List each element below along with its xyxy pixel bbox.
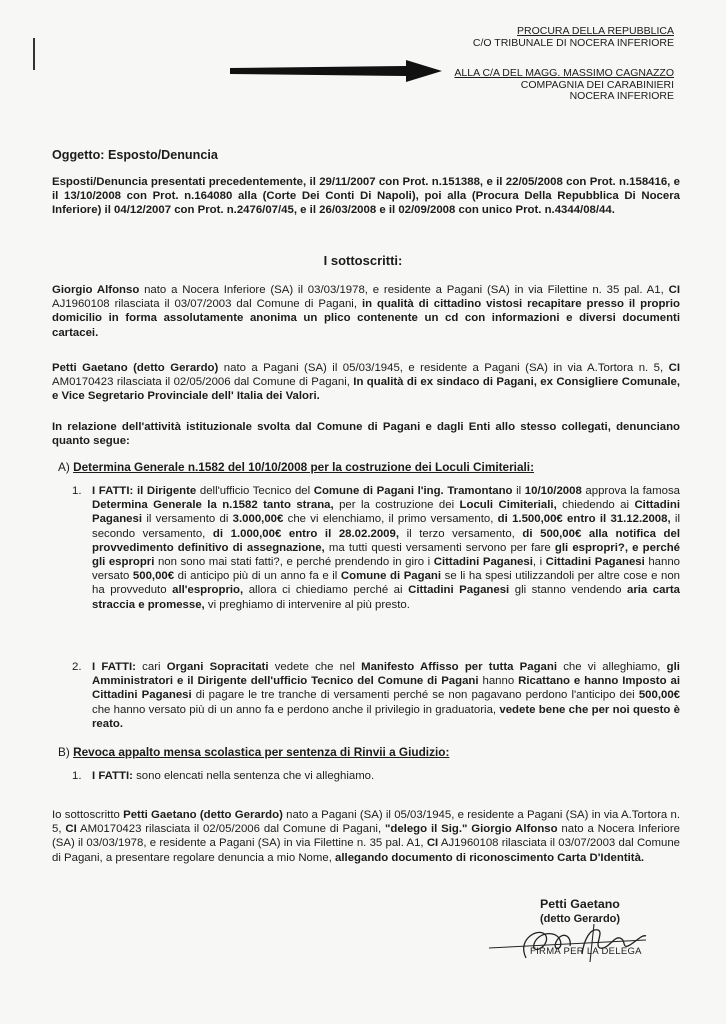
subject-line: Oggetto: Esposto/Denuncia <box>52 148 218 162</box>
person-1-ci: CI <box>668 284 680 296</box>
handwritten-signature <box>486 918 676 968</box>
arrow-icon <box>228 60 444 82</box>
person-2-paragraph <box>52 361 680 404</box>
person-1-name: Giorgio Alfonso <box>52 284 140 296</box>
person-1-details: nato a Nocera Inferiore (SA) il 03/03/1978, e residente a Pagani (SA) in via Filettine n. 35 pal. A1, <box>139 284 669 296</box>
item-number: 2. <box>72 661 82 673</box>
section-b-letter: B) <box>58 745 70 759</box>
section-b-item-1: 1. I FATTI: sono elencati nella sentenza che vi alleghiamo. <box>72 770 375 782</box>
item-number: 1. <box>72 770 82 782</box>
recipient-header <box>454 26 674 103</box>
person-2-details: nato a Pagani (SA) il 05/03/1945, e residente a Pagani (SA) in via A.Tortora n. 5, <box>218 362 669 374</box>
section-a-item-1: 1. I FATTI: il Dirigente dell'ufficio Tecnico del Comune di Pagani l'ing. Tramontano il 10/10/2008 approva la famosa Determina Generale la n.1582 tanto strana, per la costruzione dei Loculi Cimiteriali, chiedendo ai Cittadini Paganesi il versamento di 3.000,00€ che vi elenchiamo, il primo versamento, di 1.500,00€ entro il 31.12.2008, il secondo versamento, di 1.000,00€ entro il 28.02.2009, il terzo versamento, di 500,00€ alla notifica del provvedimento definitivo di assegnazione, ma tutti questi versamenti servono per fare gli espropri?, e perché gli espropri non sono mai stati fatti?, e perché prendendo in giro i Cittadini Paganesi, i Cittadini Paganesi hanno versato 500,00€ di anticipo più di un anno fa e il Comune di Pagani se li ha spesi utilizzandoli per altre cose e non ha provveduto all'esproprio, allora ci chiediamo perché ai Cittadini Paganesi gli stanno vendendo aria carta straccia e promesse, vi preghiamo di intervenire al più presto. <box>72 485 681 611</box>
section-b-heading <box>58 745 449 759</box>
recipient-line-2: C/O TRIBUNALE DI NOCERA INFERIORE <box>472 36 674 49</box>
person-1-paragraph <box>52 283 680 340</box>
section-a-letter: A) <box>58 460 70 474</box>
recipient-line-4: COMPAGNIA DEI CARABINIERI <box>520 78 674 91</box>
signature-caption: FIRMA PER LA DELEGA <box>530 946 642 957</box>
signature-alias: (detto Gerardo) <box>540 913 621 925</box>
undersigned-title: I sottoscritti: <box>323 253 403 268</box>
person-1-role: in qualità di cittadino vistosi recapitare presso il proprio domicilio in forma assolutamente anonima un plico contenente un cd con informazioni e diversi documenti cartacei. <box>52 298 680 339</box>
person-2-ci: CI <box>668 362 680 374</box>
person-2-name: Petti Gaetano (detto Gerardo) <box>52 362 219 374</box>
margin-mark <box>33 38 35 70</box>
item-number: 1. <box>72 485 82 497</box>
signature-name: Petti Gaetano <box>540 897 620 911</box>
recipient-line-3: ALLA C/A DEL MAGG. MASSIMO CAGNAZZO <box>454 67 674 79</box>
relation-paragraph: In relazione dell'attività istituzionale svolta dal Comune di Pagani e dagli Enti allo stesso collegati, denunciano quanto segue: <box>52 421 680 448</box>
section-a-heading <box>58 460 534 474</box>
person-1-id: AJ1960108 rilasciata il 03/07/2003 dal Comune di Pagani, <box>52 298 362 311</box>
recipient-line-1: PROCURA DELLA REPUBBLICA <box>517 25 674 37</box>
section-a-item-2: 2. I FATTI: cari Organi Sopracitati vedete che nel Manifesto Affisso per tutta Pagani che vi alleghiamo, gli Amministratori e il Dirigente dell'ufficio Tecnico del Comune di Pagani hanno Ricattano e hanno Imposto ai Cittadini Paganesi di pagare le tre tranche di versamenti perché se non pagavano perdono l'anticipo dei 500,00€ che hanno versato più di un anno fa e perdono anche il privilegio in graduatoria, vedete bene che per noi questo è reato. <box>72 661 680 730</box>
person-2-id: AM0170423 rilasciata il 02/05/2006 dal Comune di Pagani, <box>52 376 354 389</box>
delegation-paragraph: Io sottoscritto Petti Gaetano (detto Gerardo) nato a Pagani (SA) il 05/03/1945, e residente a Pagani (SA) in via A.Tortora n. 5, CI AM0170423 rilasciata il 02/05/2006 dal Comune di Pagani, "delego il Sig." Giorgio Alfonso nato a Nocera Inferiore (SA) il 03/03/1978, e residente a Pagani (SA) in via Filettine n. 35 pal. A1, CI AJ1960108 rilasciata il 03/07/2003 dal Comune di Pagani, a presentare regolare denuncia a mio Nome, allegando documento di riconoscimento Carta D'Identità. <box>52 809 680 864</box>
section-b-title: Revoca appalto mensa scolastica per sentenza di Rinvii a Giudizio: <box>73 745 450 759</box>
previous-reports: Esposti/Denuncia presentati precedentemente, il 29/11/2007 con Prot. n.151388, e il 22/05/2008 con Prot. n.158416, e il 13/10/2008 con Prot. n.164080 alla (Corte Dei Conti Di Napoli), poi alla (Procura Della Repubblica Di Nocera Inferiore) il 04/12/2007 con Prot. n.2476/07/45, e il 26/03/2008 e il 02/09/2008 con unico Prot. n.4344/08/44. <box>52 176 680 217</box>
section-a-title: Determina Generale n.1582 del 10/10/2008 per la costruzione dei Loculi Cimiteriali: <box>73 460 534 474</box>
recipient-line-5: NOCERA INFERIORE <box>569 90 674 102</box>
person-2-role: In qualità di ex sindaco di Pagani, ex Consigliere Comunale, e Vice Segretario Provinciale dell' Italia dei Valori. <box>52 376 680 403</box>
